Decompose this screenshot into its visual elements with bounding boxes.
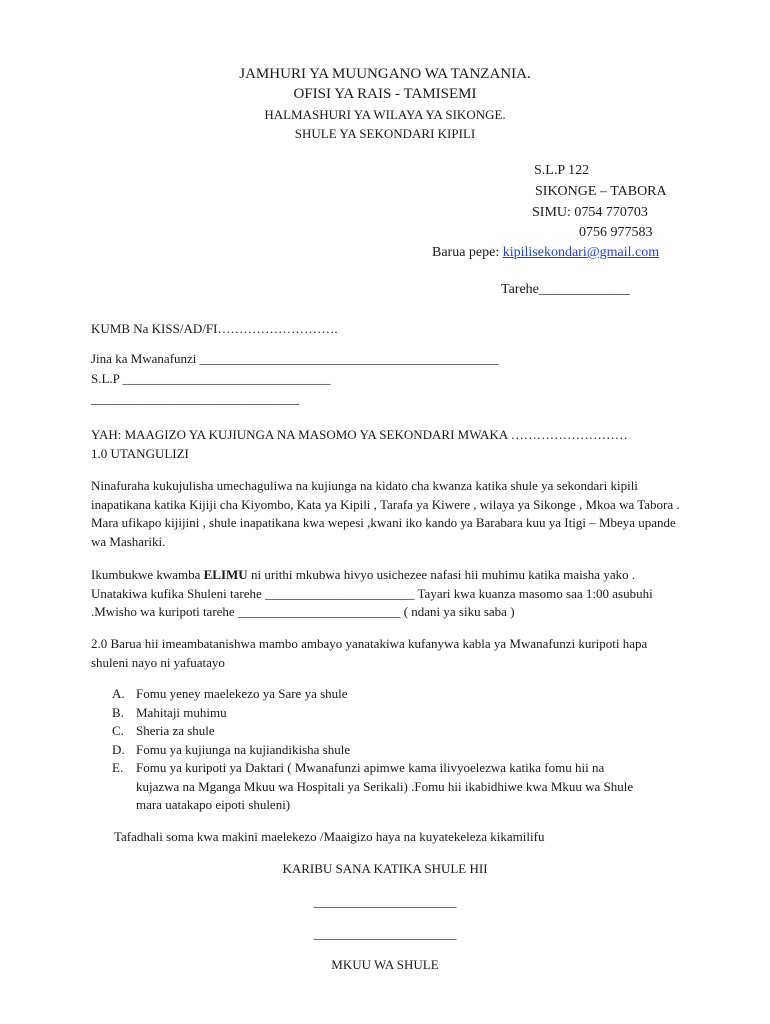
headmaster-title: MKUU WA SHULE: [331, 957, 439, 972]
paragraph-attachments-intro: 2.0 Barua hii imeambatanishwa mambo ambayo yanatakiwa kufanywa kabla ya Mwanafunzi kuripoti hapa shuleni nayo ni yafuatayo: [91, 636, 648, 670]
list-item: [112, 704, 633, 723]
address-phone-2: 0756 977583: [579, 225, 653, 240]
instruction-line: Tafadhali soma kwa makini maelekezo /Maaigizo haya na kuyatekeleza kikamilifu: [114, 829, 545, 844]
signature-line: ______________________: [313, 926, 457, 941]
list-item: [112, 741, 633, 760]
list-item-text-continuation: kujazwa na Mganga Mkuu wa Hospitali ya Serikali) .Fomu hii ikabidhiwe kwa Mkuu wa Shule: [136, 778, 634, 794]
email-label: Barua pepe:: [432, 245, 503, 260]
paragraph-reporting-post: ni urithi mkubwa hivyo usichezee nafasi hii muhimu katika maisha yako . Unatakiwa kufika Shuleni tarehe _______________________ Tayari kwa kuanza masomo saa 1:00 asubuhi .Mwisho wa kuripoti tarehe _________________________ ( ndani ya siku saba ): [91, 567, 653, 619]
list-item-text: Mahitaji muhimu: [136, 704, 227, 720]
header-republic: JAMHURI YA MUUNGANO WA TANZANIA.: [239, 66, 531, 82]
address-email-line: [432, 245, 659, 261]
address-po-box: S.L.P 122: [534, 163, 590, 178]
list-item: [112, 722, 633, 741]
list-item-text: Sheria za shule: [136, 723, 215, 738]
list-item-text: Fomu ya kujiunga na kujiandikisha shule: [136, 741, 351, 757]
list-item: [112, 685, 633, 704]
subject-line: YAH: MAAGIZO YA KUJIUNGA NA MASOMO YA SEKONDARI MWAKA ………………………: [91, 427, 628, 442]
student-po-box-line: S.L.P ________________________________: [91, 371, 331, 386]
date-field: Tarehe_____________: [501, 282, 630, 297]
attachments-list: [112, 685, 633, 815]
paragraph-reporting-pre: Ikumbukwe kwamba: [91, 567, 204, 582]
list-item: [112, 759, 633, 815]
list-marker: E.: [112, 760, 124, 775]
student-name-line: Jina ka Mwanafunzi ______________________________________________: [91, 351, 499, 366]
reference-number: KUMB Na KISS/AD/FI……………………….: [91, 321, 338, 336]
list-item-text: Fomu yeney maelekezo ya Sare ya shule: [136, 686, 348, 701]
student-address-blank-line: ________________________________: [91, 391, 299, 406]
paragraph-introduction: Ninafuraha kukujulisha umechaguliwa na kujiunga na kidato cha kwanza katika shule ya sekondari kipili inapatikana katika Kijiji cha Kiyombo, Kata ya Kipili , Tarafa ya Kiwere , wilaya ya Sikonge , Mkoa wa Tabora . Mara ufikapo kijijini , shule inapatikana kwa wepesi ,kwani iko kando ya Barabara kuu ya Itigi – Mbeya upande wa Mashariki.: [91, 478, 680, 549]
section-heading-introduction: 1.0 UTANGULIZI: [91, 446, 189, 461]
list-item-text: Fomu ya kuripoti ya Daktari ( Mwanafunzi apimwe kama ilivyoelezwa katika fomu hii na: [136, 760, 605, 775]
header-office: OFISI YA RAIS - TAMISEMI: [293, 86, 477, 102]
header-school: SHULE YA SEKONDARI KIPILI: [294, 126, 476, 141]
list-marker: C.: [112, 723, 124, 738]
paragraph-reporting-dates: [91, 566, 686, 622]
list-marker: A.: [112, 686, 125, 701]
address-phone-1: SIMU: 0754 770703: [532, 205, 648, 220]
email-link[interactable]: kipilisekondari@gmail.com: [502, 245, 660, 260]
paragraph-reporting-bold: ELIMU: [203, 567, 248, 582]
welcome-line: KARIBU SANA KATIKA SHULE HII: [282, 861, 488, 876]
signature-line: ______________________: [313, 894, 457, 909]
list-marker: D.: [112, 741, 125, 757]
header-district: HALMASHURI YA WILAYA YA SIKONGE.: [264, 107, 506, 122]
list-marker: B.: [112, 704, 124, 720]
address-town: SIKONGE – TABORA: [535, 184, 667, 199]
list-item-text-continuation: mara uatakapo eipoti shuleni): [136, 797, 291, 812]
